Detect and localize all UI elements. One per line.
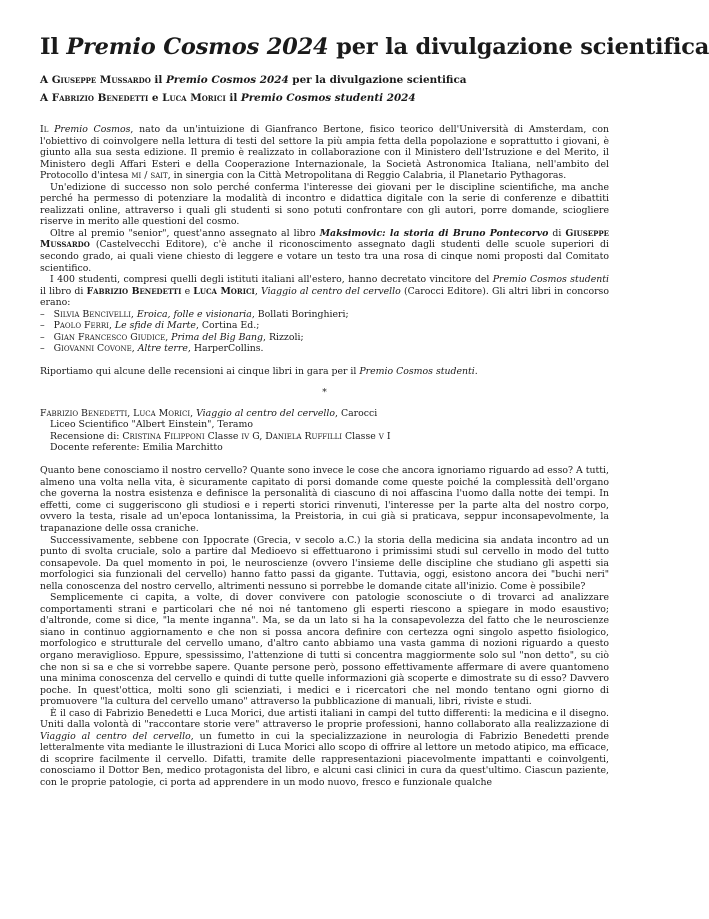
paragraph-text: , xyxy=(254,285,261,297)
review-paragraph xyxy=(40,708,609,789)
review-text: , xyxy=(190,407,197,419)
review-authors: Fabrizio Benedetti, Luca Morici xyxy=(40,407,191,419)
inline-smallcaps: mi / sait xyxy=(131,170,168,182)
spacer xyxy=(40,454,609,466)
inline-italic: Premio Cosmos studenti xyxy=(492,274,609,286)
title-text-end: per la divulgazione scientifica xyxy=(328,34,709,60)
paragraph-senior-prize xyxy=(40,228,609,274)
title-italic: Premio Cosmos 2024 xyxy=(66,34,329,60)
paragraph-text: il libro di xyxy=(40,285,87,297)
review-paragraph: Successivamente, sebbene con Ippocrate (Grecia, v secolo a.C.) la storia della medicina sia andata incontro ad un punto di svolta cruciale, solo a partire dal Medioevo si effettuarono i primissimi studi sul cervello in modo del tutto consapevole. Da quel momento in poi, le neuroscienze (ovvero l'insieme delle discipline che studiano gli aspetti sia morfologici sia funzionali del cervello) hanno fatto passi da gigante. Tuttavia, oggi, esistono ancora dei "buchi neri" nella conoscenza del nostro cervello, altrimenti nessuno si porrebbe le domande citate all'inizio. Come è possibile? xyxy=(40,534,609,592)
review-text: Recensione di: xyxy=(50,430,123,442)
subhead-italic: Premio Cosmos studenti 2024 xyxy=(240,92,416,104)
paragraph-intro xyxy=(40,124,609,182)
paragraph-reviews-intro xyxy=(40,366,609,378)
paragraph-text: I 400 studenti, compresi quelli degli istituti italiani all'estero, hanno decretato vincitore del xyxy=(50,274,493,286)
list-item: – Paolo Ferri, Le sfide di Marte, Cortina Ed.; xyxy=(40,320,260,332)
book-publisher: , HarperCollins. xyxy=(187,343,264,355)
paragraph-text: Oltre al premio "senior", quest'anno assegnato al libro xyxy=(50,227,320,239)
paragraph-text: (Carocci Editore). Gli altri libri in concorso erano: xyxy=(40,285,609,309)
paragraph-text: , un fumetto in cui la specializzazione in neurologia di Fabrizio Benedetti prende letteralmente vita mediante le illustrazioni di Luca Morici allo scopo di offrire al lettore un metodo atipico, ma efficace, di scoprire facilmente il cervello. Difatti, tramite delle rappresentazioni piacevolmente impattanti e coinvolgenti, conosciamo il Dottor Ben, medico protagonista del libro, e alcuni casi clinici in cura da quest'ultimo. Ciascun paziente, con le proprie patologie, ci porta ad apprendere in un modo nuovo, fresco e funzionale qualche xyxy=(40,730,609,788)
book-publisher: , Bollati Boringhieri; xyxy=(251,308,349,320)
review-school: Liceo Scientifico "Albert Einstein", Teramo xyxy=(50,419,253,431)
book-publisher: , Rizzoli; xyxy=(263,331,304,343)
subhead-name: Giuseppe Mussardo xyxy=(51,74,151,86)
inline-italic: Premio Cosmos xyxy=(48,124,131,135)
list-item: – Giovanni Covone, Altre terre, HarperCollins. xyxy=(40,343,264,355)
review-publisher: , Carocci xyxy=(335,407,378,419)
subhead-italic: Premio Cosmos 2024 xyxy=(165,74,289,86)
class-number: v xyxy=(378,430,384,442)
author-name: Luca Morici xyxy=(193,285,255,297)
book-author: Giovanni Covone xyxy=(53,343,132,355)
book-title: Prima del Big Bang xyxy=(171,331,264,343)
subhead-text: per la divulgazione scientifica xyxy=(288,74,467,86)
subhead-text: il xyxy=(225,92,241,104)
review-reviewers xyxy=(50,431,609,443)
paragraph-text: È il caso di Fabrizio Benedetti e Luca Morici, due artisti italiani in campi del tutto differenti: la medicina e il disegno. Uniti dalla volontà di "raccontare storie vere" attraverso le proprie professioni, hanno collaborato alla realizzazione di xyxy=(40,707,609,731)
paragraph-text: . xyxy=(474,366,478,378)
paragraph-text: , in sinergia con la Città Metropolitana di Reggio Calabria, il Planetario Pythagoras. xyxy=(167,170,567,182)
subhead-name: Fabrizio Benedetti xyxy=(51,92,149,104)
book-title: Eroica, folle e visionaria xyxy=(136,308,252,320)
title-text: Il xyxy=(40,34,67,60)
book-publisher: , Cortina Ed.; xyxy=(195,320,260,332)
paragraph-text: (Castelvecchi Editore), c'è anche il riconoscimento assegnato dagli studenti delle scuole superiori di secondo grado, ai quali viene chiesto di leggere e votare un testo tra una rosa di cinque nomi proposti dal Comitato scientifico. xyxy=(40,239,609,274)
section-separator: * xyxy=(322,387,327,398)
book-author: Paolo Ferri xyxy=(53,320,109,332)
subhead-name: Luca Morici xyxy=(162,92,226,104)
review-text: I xyxy=(383,430,391,442)
list-item: – Silvia Bencivelli, Eroica, folle e visionaria, Bollati Boringhieri; xyxy=(40,308,349,320)
author-name: Fabrizio Benedetti xyxy=(86,285,182,297)
subheading-1 xyxy=(40,74,620,86)
book-author: Silvia Bencivelli xyxy=(53,308,131,320)
subhead-text: il xyxy=(150,74,166,86)
subhead-text: e xyxy=(148,92,163,104)
subhead-text: A xyxy=(40,92,52,104)
review-heading xyxy=(40,408,609,420)
book-title: Maksimovic: la storia di Bruno Pontecorvo xyxy=(319,227,549,239)
reviewer-name: Cristina Filipponi xyxy=(122,430,205,442)
subhead-text: A xyxy=(40,74,52,86)
review-text: Classe xyxy=(204,430,242,442)
review-paragraph: Quanto bene conosciamo il nostro cervello? Quante sono invece le cose che ancora ignoriamo riguardo ad esso? A tutti, almeno una volta nella vita, è sicuramente capitato di porsi domande come queste poiché la complessità dell'organo che governa la nostra esistenza e definisce la personalità di ciascuno di noi affascina l'uomo dalla notte dei tempi. In effetti, come ci suggeriscono gli studiosi e i reperti storici rinvenuti, l'interesse per la parte alta del nostro corpo, ovvero la testa, risale ad un'epoca lontanissima, la Preistoria, in cui già si praticava, seppur inconsapevolmente, la trapanazione delle ossa craniche. xyxy=(40,465,609,534)
paragraph-text: e xyxy=(181,285,194,297)
paragraph-students xyxy=(40,274,609,309)
page-title xyxy=(40,34,709,60)
spacer xyxy=(40,355,609,367)
review-meta xyxy=(40,419,609,454)
book-title: Le sfide di Marte xyxy=(114,320,196,332)
review-teacher: Docente referente: Emilia Marchitto xyxy=(50,442,223,454)
article-body xyxy=(40,124,609,789)
paragraph-text: Riportiamo qui alcune delle recensioni ai cinque libri in gara per il xyxy=(40,366,360,378)
book-title: Viaggio al centro del cervello xyxy=(260,285,401,297)
other-books-list xyxy=(40,309,609,355)
author-name: Giuseppe Mussardo xyxy=(40,227,609,251)
book-title: Viaggio al centro del cervello xyxy=(40,730,191,742)
paragraph-text: , nato da un'intuizione di Gianfranco Bertone, fisico teorico dell'Università di Amsterdam, con l'obiettivo di coinvolgere nella lettura di testi del settore la più ampia fetta della popolazione e soprattutto i giovani, è giunto alla sua sesta edizione. Il premio è realizzato in collaborazione con il Ministero dell'Istruzione e del Merito, il Ministero degli Affari Esteri e della Cooperazione Internazionale, la Società Astronomica Italiana, nell'ambito del Protocollo d'intesa xyxy=(40,124,609,182)
class-number: iv xyxy=(241,430,250,442)
paragraph-text: di xyxy=(548,227,566,239)
list-item: – Gian Francesco Giudice, Prima del Big Bang, Rizzoli; xyxy=(40,331,304,343)
review-book-title: Viaggio al centro del cervello xyxy=(196,407,336,419)
book-title: Altre terre xyxy=(137,343,188,355)
subheading-2 xyxy=(40,92,620,104)
lead-word: Il xyxy=(40,124,49,135)
review-paragraph: Semplicemente ci capita, a volte, di dover convivere con patologie sconosciute o di trovarci ad analizzare comportamenti strani e particolari che né noi né tantomeno gli esperti riescono a spiegare in modo esaustivo; d'altronde, come si dice, "la mente inganna". Ma, se da un lato si ha la consapevolezza del fatto che le neuroscienze siano in continuo aggiornamento e che non si possa ancora definire con certezza ogni singolo aspetto fisiologico, morfologico e strutturale del cervello umano, d'altro canto abbiamo una vasta gamma di nozioni riguardo a questo organo meraviglioso. Eppure, spessissimo, l'attenzione di tutti si concentra maggiormente solo sul "non detto", su ciò che non si sa e che si vorrebbe sapere. Quante persone però, possono effettivamente affermare di avere quantomeno una minima conoscenza del cervello e quindi di tutte quelle informazioni già scoperte e dimostrate su di esso? Davvero poche. In quest'ottica, molti sono gli scienziati, i medici e i ricercatori che nel mondo tentano ogni giorno di promuovere "la cultura del cervello umano" attraverso la pubblicazione di manuali, libri, riviste e studi. xyxy=(40,592,609,708)
book-author: Gian Francesco Giudice xyxy=(53,331,166,343)
paragraph-success: Un'edizione di successo non solo perché conferma l'interesse dei giovani per le discipline scientifiche, ma anche perché ha permesso di potenziare la modalità di incontro e didattica digitale con la serie di conferenze e dibattiti realizzati online, attraverso i quali gli studenti si sono potuti confrontare con gli autori, porre domande, sciogliere riserve in merito alle questioni del cosmo. xyxy=(40,181,609,228)
review-text: Classe xyxy=(342,430,379,442)
reviewer-name: Daniela Ruffilli xyxy=(265,430,342,442)
review-text: G, xyxy=(249,430,266,442)
inline-italic: Premio Cosmos studenti xyxy=(359,366,475,378)
